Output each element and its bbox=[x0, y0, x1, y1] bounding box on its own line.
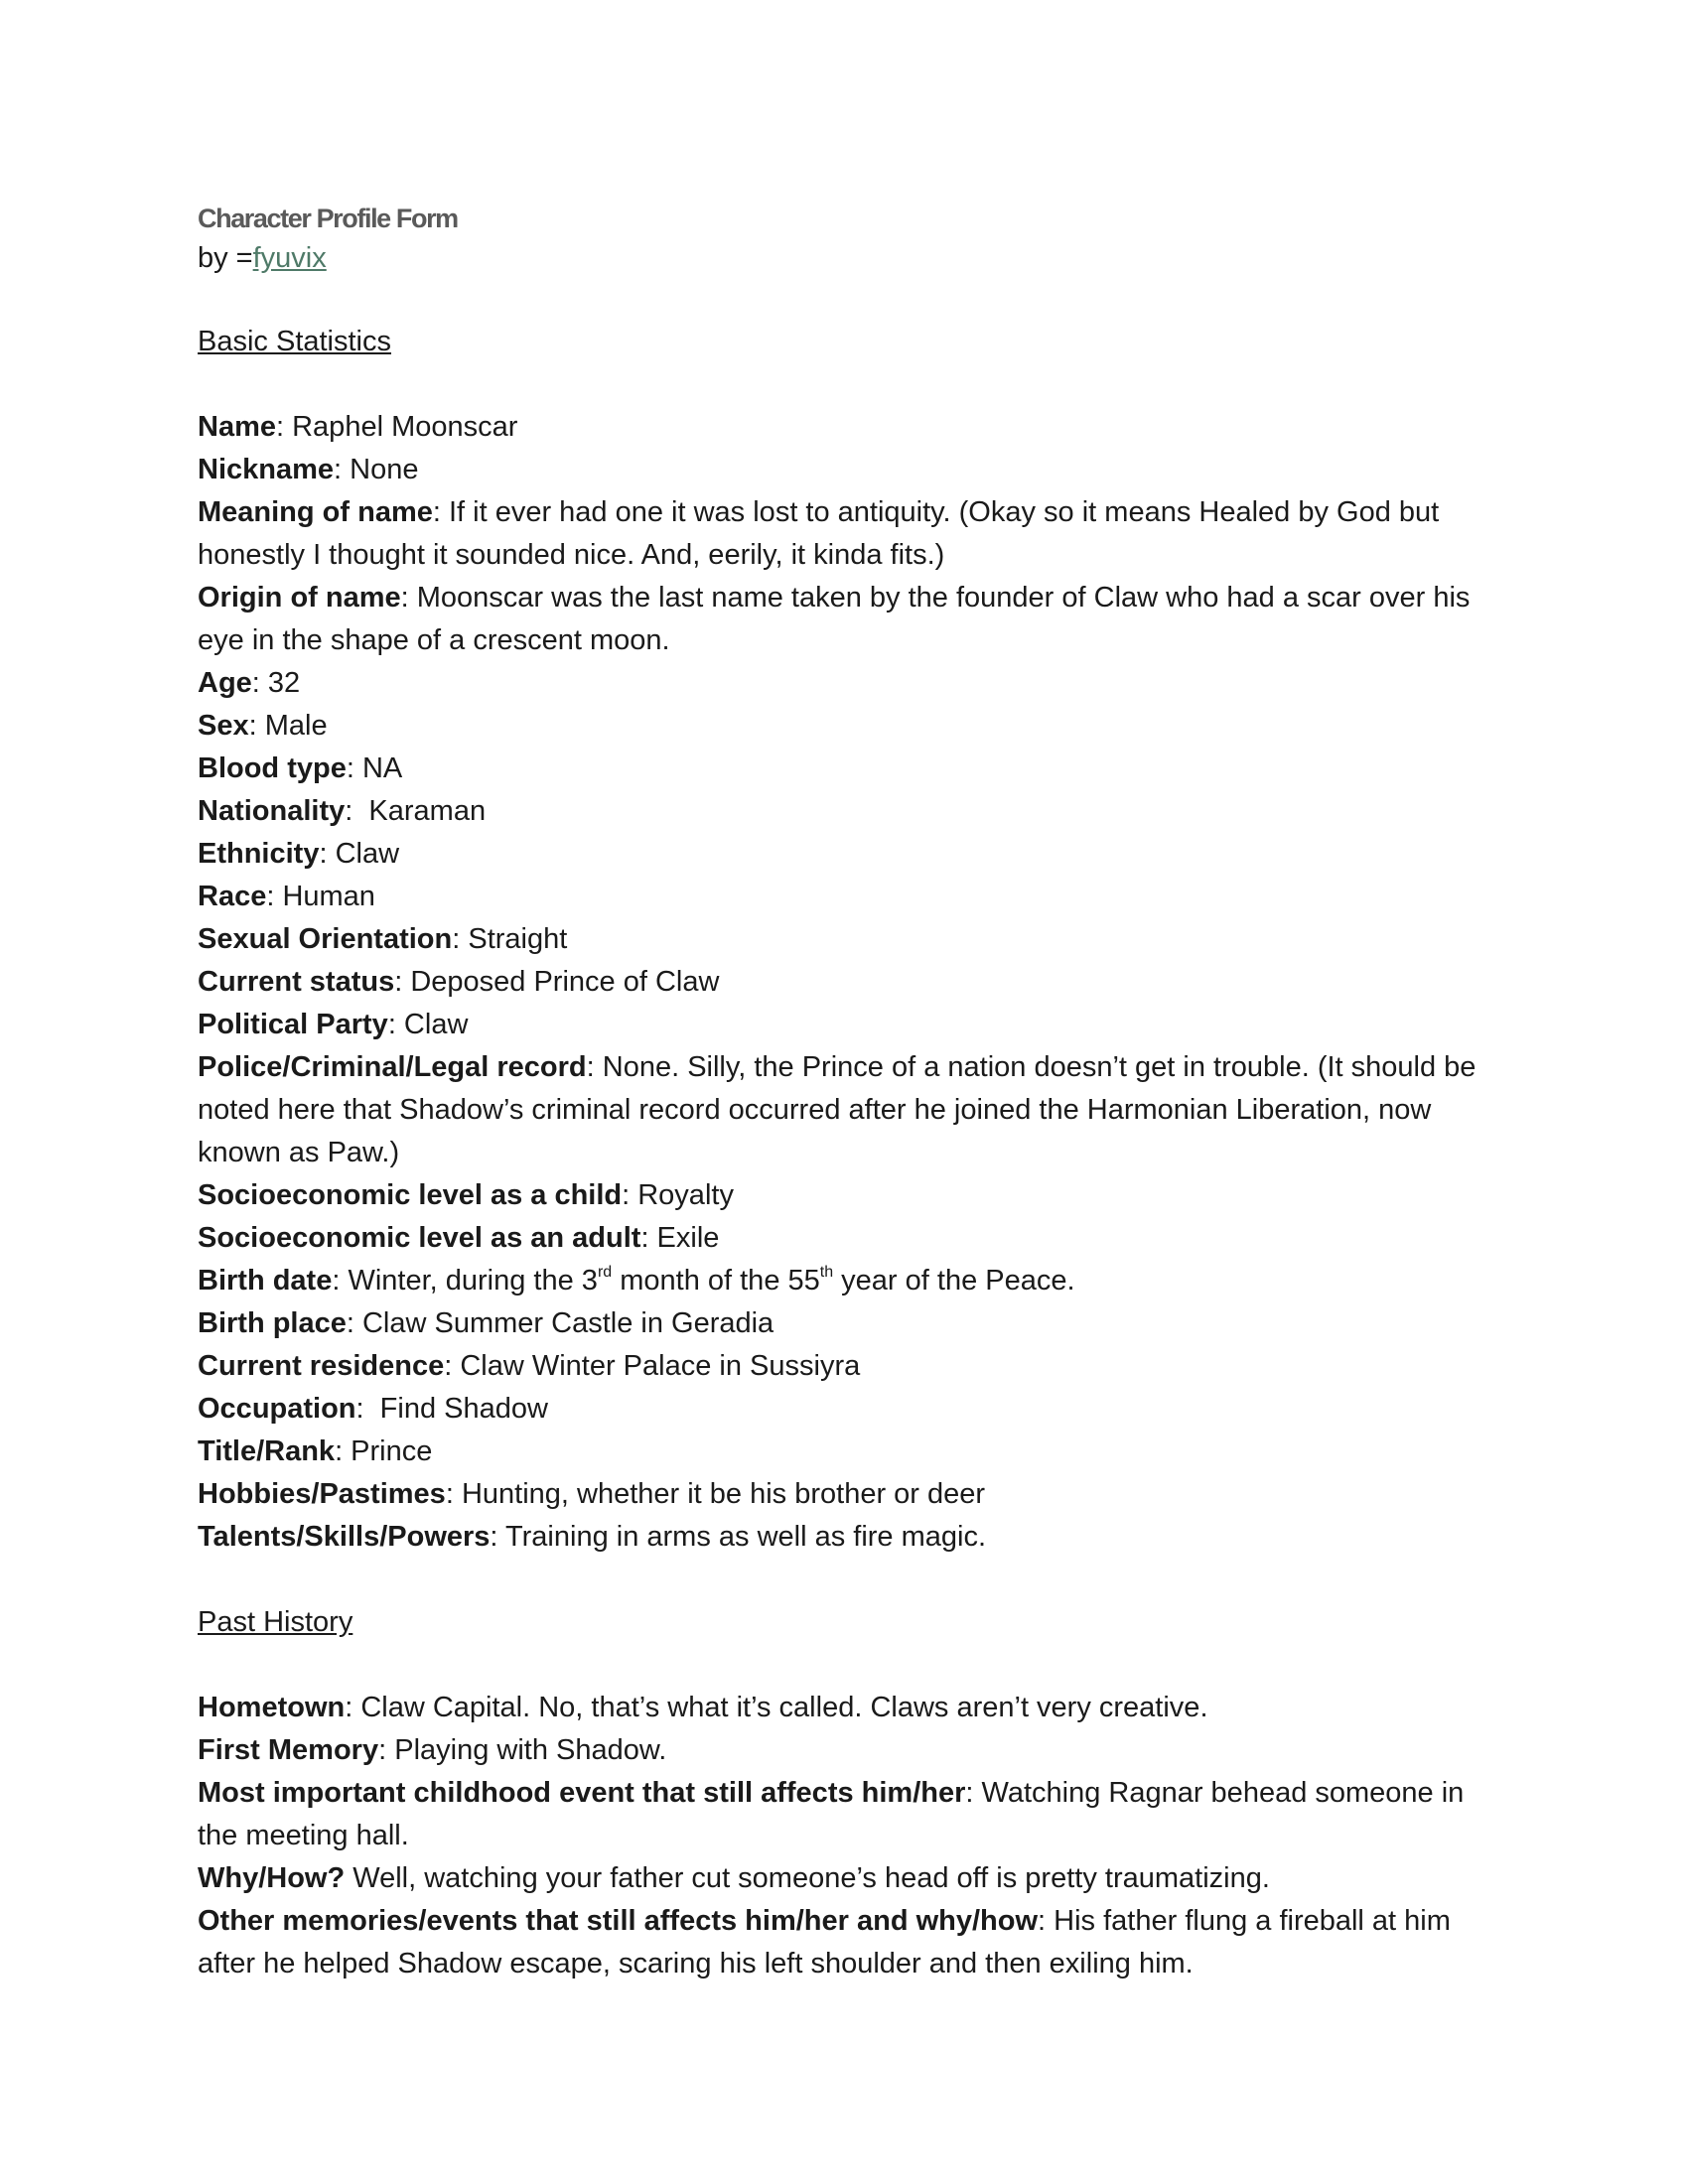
field-value: : Training in arms as well as fire magic. bbox=[490, 1521, 987, 1553]
ordinal-suffix: rd bbox=[597, 1264, 613, 1281]
field-label: Sexual Orientation bbox=[198, 923, 453, 955]
field-label: Political Party bbox=[198, 1009, 388, 1040]
field-talents bbox=[198, 1516, 1498, 1559]
field-legal-record bbox=[198, 1046, 1498, 1174]
field-age bbox=[198, 662, 1498, 705]
author-link[interactable]: fyuvix bbox=[252, 242, 327, 274]
field-value: : Exile bbox=[640, 1222, 720, 1254]
section-heading-basic-statistics: Basic Statistics bbox=[198, 326, 391, 357]
field-important-childhood-event bbox=[198, 1772, 1498, 1857]
field-ethnicity bbox=[198, 833, 1498, 876]
field-why-how bbox=[198, 1857, 1498, 1900]
field-label: Name bbox=[198, 411, 276, 443]
field-label: Why/How? bbox=[198, 1862, 346, 1894]
field-value: : Male bbox=[248, 710, 328, 742]
field-title-rank bbox=[198, 1431, 1498, 1473]
field-label: Birth place bbox=[198, 1307, 347, 1339]
form-title: Character Profile Form bbox=[198, 204, 458, 233]
field-label: Hobbies/Pastimes bbox=[198, 1478, 446, 1510]
field-value: Well, watching your father cut someone’s head off is pretty traumatizing. bbox=[345, 1862, 1270, 1894]
field-label: Current residence bbox=[198, 1350, 445, 1382]
field-value: month of the 55 bbox=[612, 1265, 820, 1297]
field-label: Birth date bbox=[198, 1265, 333, 1297]
field-current-residence bbox=[198, 1345, 1498, 1388]
field-value: : If it ever had one it was lost to antiquity. (Okay so it means Healed by God but honestly I thought it sounded nice. And, eerily, it kinda fits.) bbox=[198, 496, 1440, 571]
field-value: : NA bbox=[346, 752, 403, 784]
field-value: : Prince bbox=[335, 1435, 433, 1467]
field-blood-type bbox=[198, 748, 1498, 790]
field-label: Occupation bbox=[198, 1393, 356, 1425]
byline-prefix: by = bbox=[198, 242, 253, 274]
section-heading-past-history: Past History bbox=[198, 1606, 353, 1638]
field-value: : Claw Winter Palace in Sussiyra bbox=[444, 1350, 861, 1382]
field-value: : Claw bbox=[319, 838, 400, 870]
field-label: Ethnicity bbox=[198, 838, 320, 870]
field-label: Meaning of name bbox=[198, 496, 433, 528]
field-label: Police/Criminal/Legal record bbox=[198, 1051, 587, 1083]
field-hobbies bbox=[198, 1473, 1498, 1516]
field-race bbox=[198, 876, 1498, 918]
field-value: : Karaman bbox=[345, 795, 487, 827]
field-name bbox=[198, 406, 1498, 449]
field-value: year of the Peace. bbox=[833, 1265, 1075, 1297]
field-first-memory bbox=[198, 1729, 1498, 1772]
field-value: : Moonscar was the last name taken by the founder of Claw who had a scar over his eye in the shape of a crescent moon. bbox=[198, 582, 1471, 656]
field-label: Other memories/events that still affects him/her and why/how bbox=[198, 1905, 1039, 1937]
field-label: Sex bbox=[198, 710, 249, 742]
field-origin-of-name bbox=[198, 577, 1498, 662]
field-value: : Claw Summer Castle in Geradia bbox=[346, 1307, 774, 1339]
field-value: : Raphel Moonscar bbox=[276, 411, 518, 443]
field-label: Talents/Skills/Powers bbox=[198, 1521, 491, 1553]
field-sexual-orientation bbox=[198, 918, 1498, 961]
field-label: Socioeconomic level as a child bbox=[198, 1179, 623, 1211]
field-current-status bbox=[198, 961, 1498, 1004]
field-value: : His father flung a fireball at him after he helped Shadow escape, scaring his left shoulder and then exiling him. bbox=[198, 1905, 1451, 1979]
field-value: : None. Silly, the Prince of a nation doesn’t get in trouble. (It should be noted here that Shadow’s criminal record occurred after he joined the Harmonian Liberation, now known as Paw.) bbox=[198, 1051, 1477, 1168]
field-label: Race bbox=[198, 881, 267, 912]
field-value: : Playing with Shadow. bbox=[378, 1734, 667, 1766]
field-birth-date bbox=[198, 1260, 1498, 1302]
field-sex bbox=[198, 705, 1498, 748]
field-label: Title/Rank bbox=[198, 1435, 336, 1467]
field-label: Current status bbox=[198, 966, 395, 998]
field-value: : Claw bbox=[387, 1009, 469, 1040]
field-nationality bbox=[198, 790, 1498, 833]
field-value: : Find Shadow bbox=[355, 1393, 548, 1425]
field-label: Nationality bbox=[198, 795, 346, 827]
field-value: : Royalty bbox=[622, 1179, 734, 1211]
field-label: Age bbox=[198, 667, 252, 699]
field-value: : 32 bbox=[251, 667, 301, 699]
field-label: Blood type bbox=[198, 752, 347, 784]
field-value: : Claw Capital. No, that’s what it’s called. Claws aren’t very creative. bbox=[345, 1692, 1208, 1723]
field-value: : Straight bbox=[452, 923, 568, 955]
field-label: Origin of name bbox=[198, 582, 401, 614]
field-occupation bbox=[198, 1388, 1498, 1431]
field-value: : Winter, during the 3 bbox=[332, 1265, 598, 1297]
field-socioeconomic-child bbox=[198, 1174, 1498, 1217]
field-birth-place bbox=[198, 1302, 1498, 1345]
document-page bbox=[198, 199, 1498, 1985]
field-value: : Hunting, whether it be his brother or deer bbox=[445, 1478, 986, 1510]
field-label: Most important childhood event that still affects him/her bbox=[198, 1777, 966, 1809]
field-value: : Deposed Prince of Claw bbox=[394, 966, 720, 998]
field-label: Hometown bbox=[198, 1692, 346, 1723]
field-label: Nickname bbox=[198, 454, 335, 485]
field-label: First Memory bbox=[198, 1734, 379, 1766]
field-value: : None bbox=[334, 454, 419, 485]
field-socioeconomic-adult bbox=[198, 1217, 1498, 1260]
field-meaning-of-name bbox=[198, 491, 1498, 577]
field-value: : Watching Ragnar behead someone in the meeting hall. bbox=[198, 1777, 1465, 1851]
field-other-memories bbox=[198, 1900, 1498, 1985]
field-hometown bbox=[198, 1687, 1498, 1729]
field-nickname bbox=[198, 449, 1498, 491]
field-political-party bbox=[198, 1004, 1498, 1046]
byline bbox=[198, 238, 1498, 278]
ordinal-suffix: th bbox=[819, 1264, 834, 1281]
field-label: Socioeconomic level as an adult bbox=[198, 1222, 641, 1254]
field-value: : Human bbox=[266, 881, 375, 912]
